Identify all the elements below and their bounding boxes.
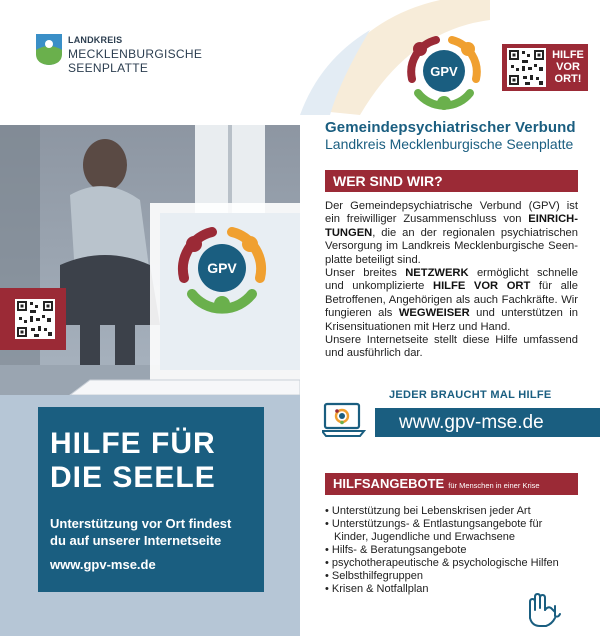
p2-text-e: für alle Betroffenen, Angehörigen als auch Fachkräfte. Wir fungieren als: [325, 280, 578, 320]
list-item: • psychotherapeutische & psychologische Hilfen: [325, 557, 559, 569]
poster-headline-line1: HILFE FÜR: [50, 427, 216, 460]
gpv-logo-icon: [405, 32, 483, 110]
p2-bold-hilfe: HILFE VOR ORT: [432, 280, 531, 293]
landkreis-line1: MECKLENBURGISCHE: [68, 47, 203, 61]
poster-headline-line2: DIE SEELE: [50, 461, 216, 494]
paragraph-1: [325, 200, 578, 267]
hilfsangebote-heading: [325, 473, 578, 495]
landkreis-line2: SEENPLATTE: [68, 61, 149, 75]
poster-sub-line1: Unterstützung vor Ort findest: [50, 516, 232, 531]
wer-sind-wir-text: [325, 200, 578, 361]
p2-text-g: und unterstützen in Krisensituationen mit Herz und Hand.: [325, 307, 578, 333]
gpv-title: Gemeindepsychiatrischer Verbund: [325, 119, 576, 136]
poster-headline: [50, 427, 216, 495]
p1-text-a: Der Gemeindepsychiatrische Verbund (GPV) ist ein freiwilliger Zusammenschluss von: [325, 200, 578, 226]
qr-label-line3: ORT!: [554, 73, 582, 85]
list-item: • Unterstützung bei Lebenskrisen jeder Art: [325, 505, 531, 517]
list-item: • Krisen & Notfallplan: [325, 583, 429, 595]
p2-bold-netzwerk: NETZWERK: [405, 267, 469, 280]
gpv-logo-text-screen: GPV: [207, 260, 237, 276]
paragraph-3: Unsere Internetseite stellt diese Hilfe umfassend und ausführlich dar.: [325, 334, 578, 360]
p2-bold-wegweiser: WEGWEISER: [398, 307, 470, 320]
gpv-subtitle: Landkreis Mecklenburgische Seenplatte: [325, 136, 574, 152]
poster-sub-line2: du auf unserer Internetseite: [50, 533, 222, 548]
qr-code-right[interactable]: [502, 44, 588, 91]
qr-label-line1: HILFE: [552, 49, 584, 61]
landkreis-name: [68, 33, 202, 75]
landkreis-logo-icon: [34, 32, 64, 66]
list-item: • Unterstützungs- & Entlastungsangebote für: [325, 518, 543, 530]
p1-text-c: , die an der regionalen psychiatrischen Versorgung im Landkreis Mecklenburgische Seen-platte beteiligt sind.: [325, 226, 578, 266]
qr-code-right-icon: [507, 48, 546, 87]
poster-url-link[interactable]: www.gpv-mse.de: [50, 557, 156, 572]
p1-bold: EINRICH-TUNGEN: [325, 213, 578, 239]
gpv-title-block: [325, 119, 576, 152]
cta-slogan: JEDER BRAUCHT MAL HILFE: [389, 389, 552, 401]
p2-text-c: ermöglicht schnelle und unkomplizierte: [325, 267, 578, 293]
hilfsangebote-title: HILFSANGEBOTE: [333, 476, 445, 491]
list-item: • Selbsthilfegruppen: [325, 570, 424, 582]
hilfe-poster: [38, 407, 264, 592]
poster-subtitle: [50, 515, 260, 549]
wer-sind-wir-heading: WER SIND WIR?: [325, 170, 578, 192]
paragraph-2: [325, 267, 578, 334]
helping-hands-icon: [522, 588, 564, 630]
hilfsangebote-list: [325, 505, 559, 596]
list-item: • Hilfs- & Beratungsangebote: [325, 544, 467, 556]
cta-url-link[interactable]: www.gpv-mse.de: [375, 408, 600, 437]
landkreis-label: LANDKREIS: [68, 35, 123, 45]
qr-code-left[interactable]: [0, 288, 66, 350]
laptop-icon: [322, 398, 366, 442]
qr-code-icon: [0, 288, 66, 350]
qr-right-label: [550, 49, 586, 85]
hilfsangebote-subtitle: für Menschen in einer Krise: [448, 481, 540, 490]
gpv-logo-text: GPV: [430, 64, 458, 79]
list-item: Kinder, Jugendliche und Erwachsene: [334, 531, 516, 543]
p2-text-a: Unser breites: [325, 267, 406, 280]
qr-label-line2: VOR: [556, 61, 580, 73]
